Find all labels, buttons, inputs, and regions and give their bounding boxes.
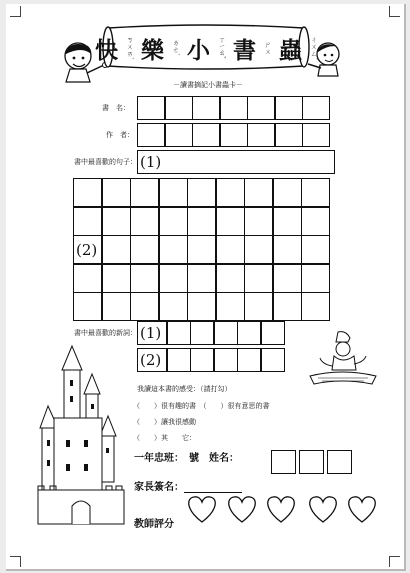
heart-icon	[349, 497, 376, 522]
name-box[interactable]	[271, 450, 296, 474]
book-name-grid[interactable]	[137, 96, 330, 120]
title-char: 樂	[141, 37, 165, 64]
word-mark-2: (2)	[140, 351, 162, 369]
name-box[interactable]	[299, 450, 324, 474]
heart-icon	[310, 497, 337, 522]
favorite-word-grid-2[interactable]	[137, 348, 285, 372]
sentence-mark-1: (1)	[140, 153, 162, 171]
title-char: 快	[95, 37, 119, 64]
pinyin-annotation: ㄌㄜˋ	[172, 39, 180, 57]
title-char: 蟲	[279, 37, 303, 64]
title-char: 書	[233, 37, 257, 64]
heart-icon	[189, 497, 216, 522]
pinyin-annotation: ㄎㄨㄞˋ	[126, 35, 134, 61]
banner-title	[95, 30, 318, 66]
genie-carpet-illustration	[308, 328, 378, 388]
pinyin-annotation: ㄔㄨㄥˊ	[310, 35, 318, 61]
pinyin-annotation: ㄒㄧㄠˇ	[218, 36, 226, 60]
feeling-option-interesting[interactable]: （ ）很有趣的書 （ ）很有意思的書	[133, 402, 270, 410]
pinyin-annotation: ㄕㄨ	[264, 41, 272, 55]
name-box[interactable]	[327, 450, 352, 474]
class-name-label: 一年忠班： 號 姓名：	[134, 453, 239, 464]
crop-mark	[389, 6, 400, 17]
heart-icon	[268, 497, 295, 522]
parent-signature-text: 家長簽名：	[134, 482, 184, 493]
feeling-option-other[interactable]: （ ）其 它：	[133, 434, 196, 442]
crop-mark	[389, 556, 400, 567]
teacher-score-hearts	[186, 494, 392, 524]
crop-mark	[10, 6, 21, 17]
title-char: 小	[187, 37, 211, 64]
name-boxes[interactable]	[271, 450, 352, 474]
feelings-heading: 我讀這本書的感受：（請打勾）	[137, 385, 232, 393]
subtitle: －讀書摘記小書蟲卡－	[173, 81, 243, 89]
author-grid[interactable]	[137, 123, 330, 147]
castle-illustration	[36, 340, 130, 530]
parent-signature-label	[134, 478, 242, 493]
favorite-sentence-label: 書中最喜歡的句子：	[74, 158, 137, 166]
heart-icon	[229, 497, 256, 522]
favorite-sentence-first-box[interactable]	[137, 150, 335, 174]
parent-signature-line[interactable]	[184, 484, 242, 493]
sentence-mark-2: (2)	[76, 240, 98, 259]
favorite-word-grid-1[interactable]	[137, 321, 285, 345]
favorite-sentence-grid[interactable]	[73, 178, 330, 321]
author-label: 作 者：	[106, 131, 134, 139]
feeling-option-touching[interactable]: （ ）讓我很感動	[133, 418, 196, 426]
teacher-score-label: 教師評分	[134, 519, 174, 530]
book-name-label: 書 名：	[102, 104, 130, 112]
favorite-words-label: 書中最喜歡的新詞：	[74, 329, 137, 337]
crop-mark	[10, 556, 21, 567]
word-mark-1: (1)	[140, 324, 162, 342]
